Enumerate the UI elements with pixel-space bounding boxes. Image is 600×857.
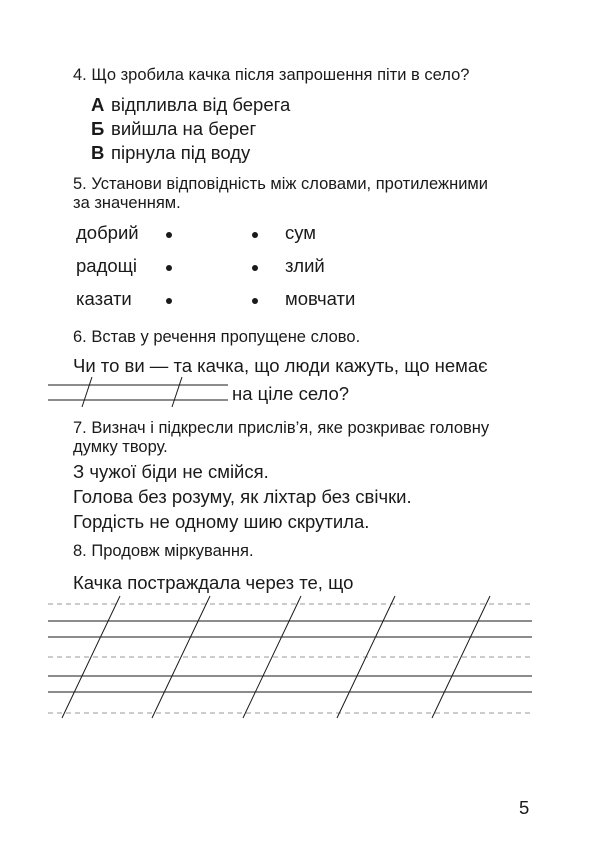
q4-question: 4. Що зробила качка після запрошення піти в село?: [73, 66, 470, 84]
option-letter: В: [91, 142, 105, 163]
q5-right-word: мовчати: [285, 288, 356, 309]
q5-right-word: злий: [285, 255, 325, 276]
option-text: пірнула під воду: [111, 142, 251, 163]
q6-answer-blank: [48, 377, 228, 407]
q7-proverb[interactable]: З чужої біди не смійся.: [73, 461, 269, 482]
q6-question: 6. Встав у речення пропущене слово.: [73, 328, 361, 346]
q7-proverb[interactable]: Гордість не одному шию скрутила.: [73, 511, 370, 532]
q5-left-word: радощі: [76, 255, 137, 276]
q5-question-line2: за значенням.: [73, 194, 181, 212]
q5-left-word: добрий: [76, 222, 139, 243]
q6-sentence-line1: Чи то ви — та качка, що люди кажуть, що немає: [73, 355, 488, 376]
q7-proverb[interactable]: Голова без розуму, як ліхтар без свічки.: [73, 486, 412, 507]
q7-question-line2: думку твору.: [73, 438, 168, 456]
q6-sentence-line2: на ціле село?: [232, 383, 350, 404]
q8-start: Качка постраждала через те, що: [73, 572, 354, 593]
q5-question-line1: 5. Установи відповідність між словами, протилежними: [73, 175, 488, 193]
q7-question-line1: 7. Визнач і підкресли прислів’я, яке розкриває головну: [73, 419, 490, 437]
option-letter: А: [91, 94, 105, 115]
q5-left-word: казати: [76, 288, 132, 309]
q8-question: 8. Продовж міркування.: [73, 542, 254, 560]
option-text: відпливла від берега: [111, 94, 291, 115]
option-letter: Б: [91, 118, 105, 139]
q5-right-word: сум: [285, 222, 317, 243]
q8-writing-area: [48, 596, 532, 718]
option-text: вийшла на берег: [111, 118, 257, 139]
page-number: 5: [519, 797, 530, 818]
